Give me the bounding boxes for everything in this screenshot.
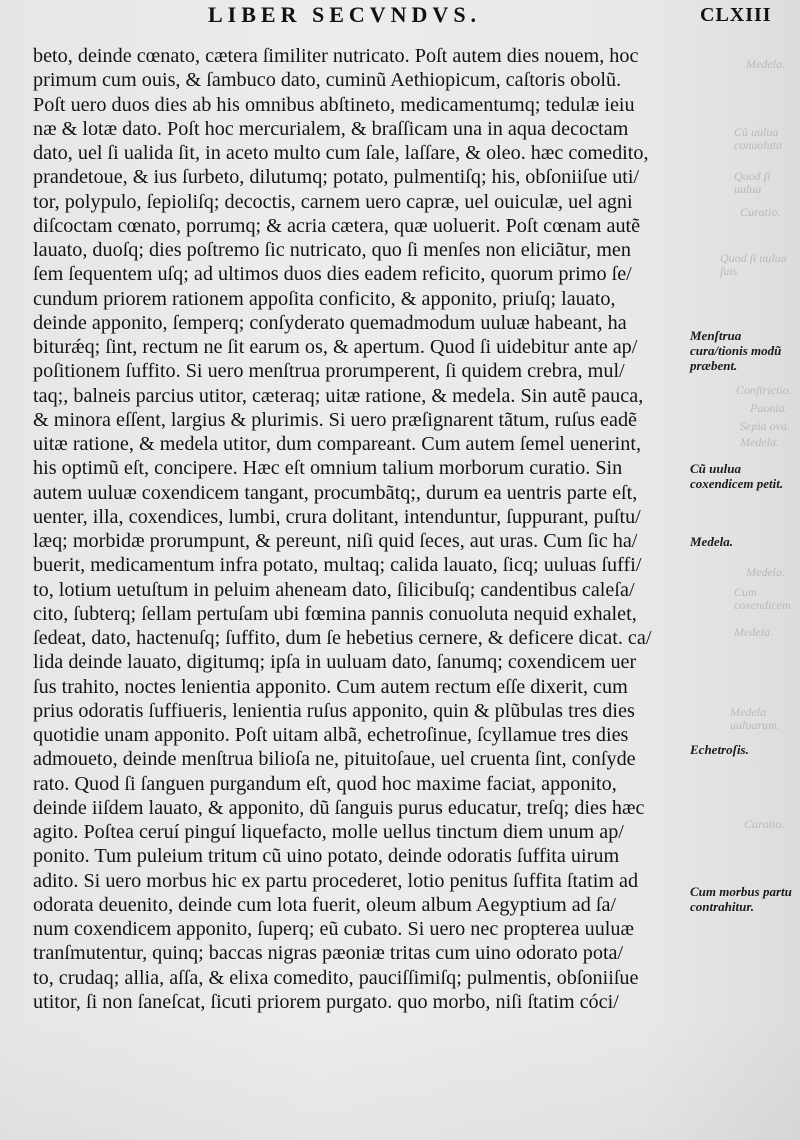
margin-note: Menſtrua cura/tionis modũ præbent. <box>690 328 782 373</box>
text-line: uenter, illa, coxendices, lumbi, crura dolitant, intenduntur, ſuppurant, puſtu/ <box>33 505 641 528</box>
margin-note: Cum morbus partu contrahitur. <box>690 884 792 914</box>
text-line: diſcoctam cœnato, porrumq; & acria cætera, quæ uoluerit. Poſt cœnam autẽ <box>33 214 641 237</box>
text-line: buerit, medicamentum infra potato, multaq; calida lauato, ſicq; uuluas ſuffi/ <box>33 554 642 577</box>
bleedthrough-note: Medela. <box>734 625 773 639</box>
text-line: lauato, duoſq; dies poſtremo ſic nutricato, quo ſi menſes non eliciãtur, men <box>33 239 631 261</box>
text-line: his optimũ eſt, concipere. Hæc eſt omnium talium morborum curatio. Sin <box>33 457 623 480</box>
text-line: tranſmutentur, quinq; baccas nigras pæoniæ tritas cum uino odorato pota/ <box>33 942 624 965</box>
running-header: LIBER SECVNDVS. <box>208 2 482 27</box>
text-line: primum cum ouis, & ſambuco dato, cuminũ Aethiopicum, caſtoris obolũ. <box>33 69 622 92</box>
text-line: ſem ſequentem uſq; ad ultimos duos dies eadem reficito, quorum primo ſe/ <box>33 263 632 286</box>
margin-note: Echetroſis. <box>690 742 749 757</box>
text-line: & minora eſſent, largius & plurimis. Si uero præſignarent tãtum, ruſus eadẽ <box>33 408 638 431</box>
bleedthrough-note: Curatio. <box>740 205 781 219</box>
text-line: to, lotium uetuſtum in peluim aheneam dato, ſilicibuſq; candentibus caleſa/ <box>33 578 635 601</box>
text-line: num coxendicem apponito, ſuperq; eũ cubato. Si uero nec propterea uuluæ <box>33 918 634 940</box>
margin-note: Medela. <box>690 534 733 549</box>
text-line: beto, deinde cœnato, cætera ſimiliter nutricato. Poſt autem dies nouem, hoc <box>33 45 639 67</box>
text-line: ponito. Tum puleium tritum cũ uino potato, deinde odoratis ſuffita uirum <box>33 845 620 868</box>
bleedthrough-note: Medela. <box>746 57 785 71</box>
text-line: tor, polypulo, ſepioliſq; decoctis, carnem uero capræ, uel ouiculæ, uel agni <box>33 190 633 213</box>
text-line: admoueto, deinde menſtrua bilioſa ne, pituitoſaue, uel cruenta ſint, conſyde <box>33 748 636 771</box>
text-line: autem uuluæ coxendicem tangant, procumbãtq;, durum ea uentris parte eſt, <box>33 481 638 504</box>
text-line: poſitionem ſuffito. Si uero menſtrua prorumperent, ſi quidem crebra, mul/ <box>33 360 625 383</box>
text-line: quotidie unam apponito. Poſt uitam albã, echetroſinue, ſcyllamue tres dies <box>33 724 629 746</box>
text-line: cito, ſubterq; ſellam pertuſam ubi fœmina pannis conuoluta nequid exhalet, <box>33 602 637 625</box>
text-line: næ & lotæ dato. Poſt hoc mercurialem, & braſſicam una in aqua decoctam <box>33 117 629 140</box>
text-line: taq;, balneis parcius utitor, cæteraq; uitæ ratione, & medela. Sin autẽ pauca, <box>33 384 644 407</box>
text-line: prius odoratis ſuffiueris, lenientia ruſus apponito, quin & plũbulas tres dies <box>33 699 635 722</box>
bleedthrough-note: Sepia ova. <box>740 419 790 433</box>
text-line: agito. Poſtea ceruí pinguí liquefacto, molle uellus tinctum diem unum ap/ <box>33 821 624 843</box>
text-line: ſus trahito, noctes lenientia apponito. Cum autem rectum eſſe dixerit, cum <box>33 675 628 698</box>
text-line: adito. Si uero morbus hic ex partu procederet, lotio penitus ſuffita ſtatim ad <box>33 869 639 892</box>
main-text-block <box>33 44 683 1014</box>
text-line: prandetoue, & ius ſurbeto, dilutumq; potato, pulmentiſq; his, obſoniiſue uti/ <box>33 166 640 189</box>
bleedthrough-note: Curatio. <box>744 817 785 831</box>
bleedthrough-note: Medela. <box>746 565 785 579</box>
page-edge-shade <box>0 1018 800 1140</box>
text-line: ſedeat, dato, hactenuſq; ſuffito, dum ſe hebetius cernere, & deficere dicat. ca/ <box>33 627 652 649</box>
text-line: dato, uel ſi ualida ſit, in aceto multo cum ſale, laſſare, & oleo. hæc comedito, <box>33 142 649 164</box>
bleedthrough-note: Cũ uulua conuoluta <box>734 125 782 152</box>
bleedthrough-note: Paonia. <box>750 401 788 415</box>
bleedthrough-note: Medela uuluarum. <box>730 705 780 732</box>
margin-notes <box>690 0 798 1140</box>
margin-note: Cũ uulua coxendicem petit. <box>690 461 784 491</box>
text-line: rato. Quod ſi ſanguen purgandum eſt, quod hoc maxime faciat, apponito, <box>33 772 617 795</box>
text-line: deinde apponito, ſemperq; conſyderato quemadmodum uuluæ habeant, ha <box>33 311 627 334</box>
text-line: utitor, ſi non ſaneſcat, ſicuti priorem purgato. quo morbo, niſi ſtatim cóci/ <box>33 990 619 1013</box>
text-line: lida deinde lauato, digitumq; ipſa in uuluam dato, ſanumq; coxendicem uer <box>33 651 637 674</box>
bleedthrough-note: Quod ſi uulua <box>734 169 771 196</box>
text-line: cundum priorem rationem appoſita conficito, & apponito, priuſq; lauato, <box>33 287 616 310</box>
bleedthrough-note: Cum coxendicem <box>734 585 791 612</box>
text-line: to, crudaq; allia, aſſa, & elixa comedito, pauciſſimiſq; pulmentis, obſoniiſue <box>33 966 639 989</box>
folio-number: CLXIII <box>700 4 772 26</box>
bleedthrough-note: Medela. <box>740 435 779 449</box>
text-line: læq; morbidæ prorumpunt, & pereunt, niſi quid ſeces, aut uras. Cum ſic ha/ <box>33 530 638 552</box>
text-line: uitæ ratione, & medela utitor, dum compareant. Cum autem ſemel uenerint, <box>33 433 642 455</box>
bleedthrough-note: Conſtrictio. <box>736 383 792 397</box>
text-line: Poſt uero duos dies ab his omnibus abſtineto, medicamentumq; tedulæ ieiu <box>33 93 635 116</box>
text-line: odorata deuenito, deinde cum lota fuerit, oleum album Aegyptium ad ſa/ <box>33 893 617 916</box>
bleedthrough-note: Quod ſi uulua ſuis <box>720 251 787 278</box>
text-line: deinde iiſdem lauato, & apponito, dũ ſanguis purus educatur, treſq; dies hæc <box>33 796 645 819</box>
text-line: biturǽq; ſint, rectum ne ſit earum os, & apertum. Quod ſi uidebitur ante ap/ <box>33 336 638 358</box>
